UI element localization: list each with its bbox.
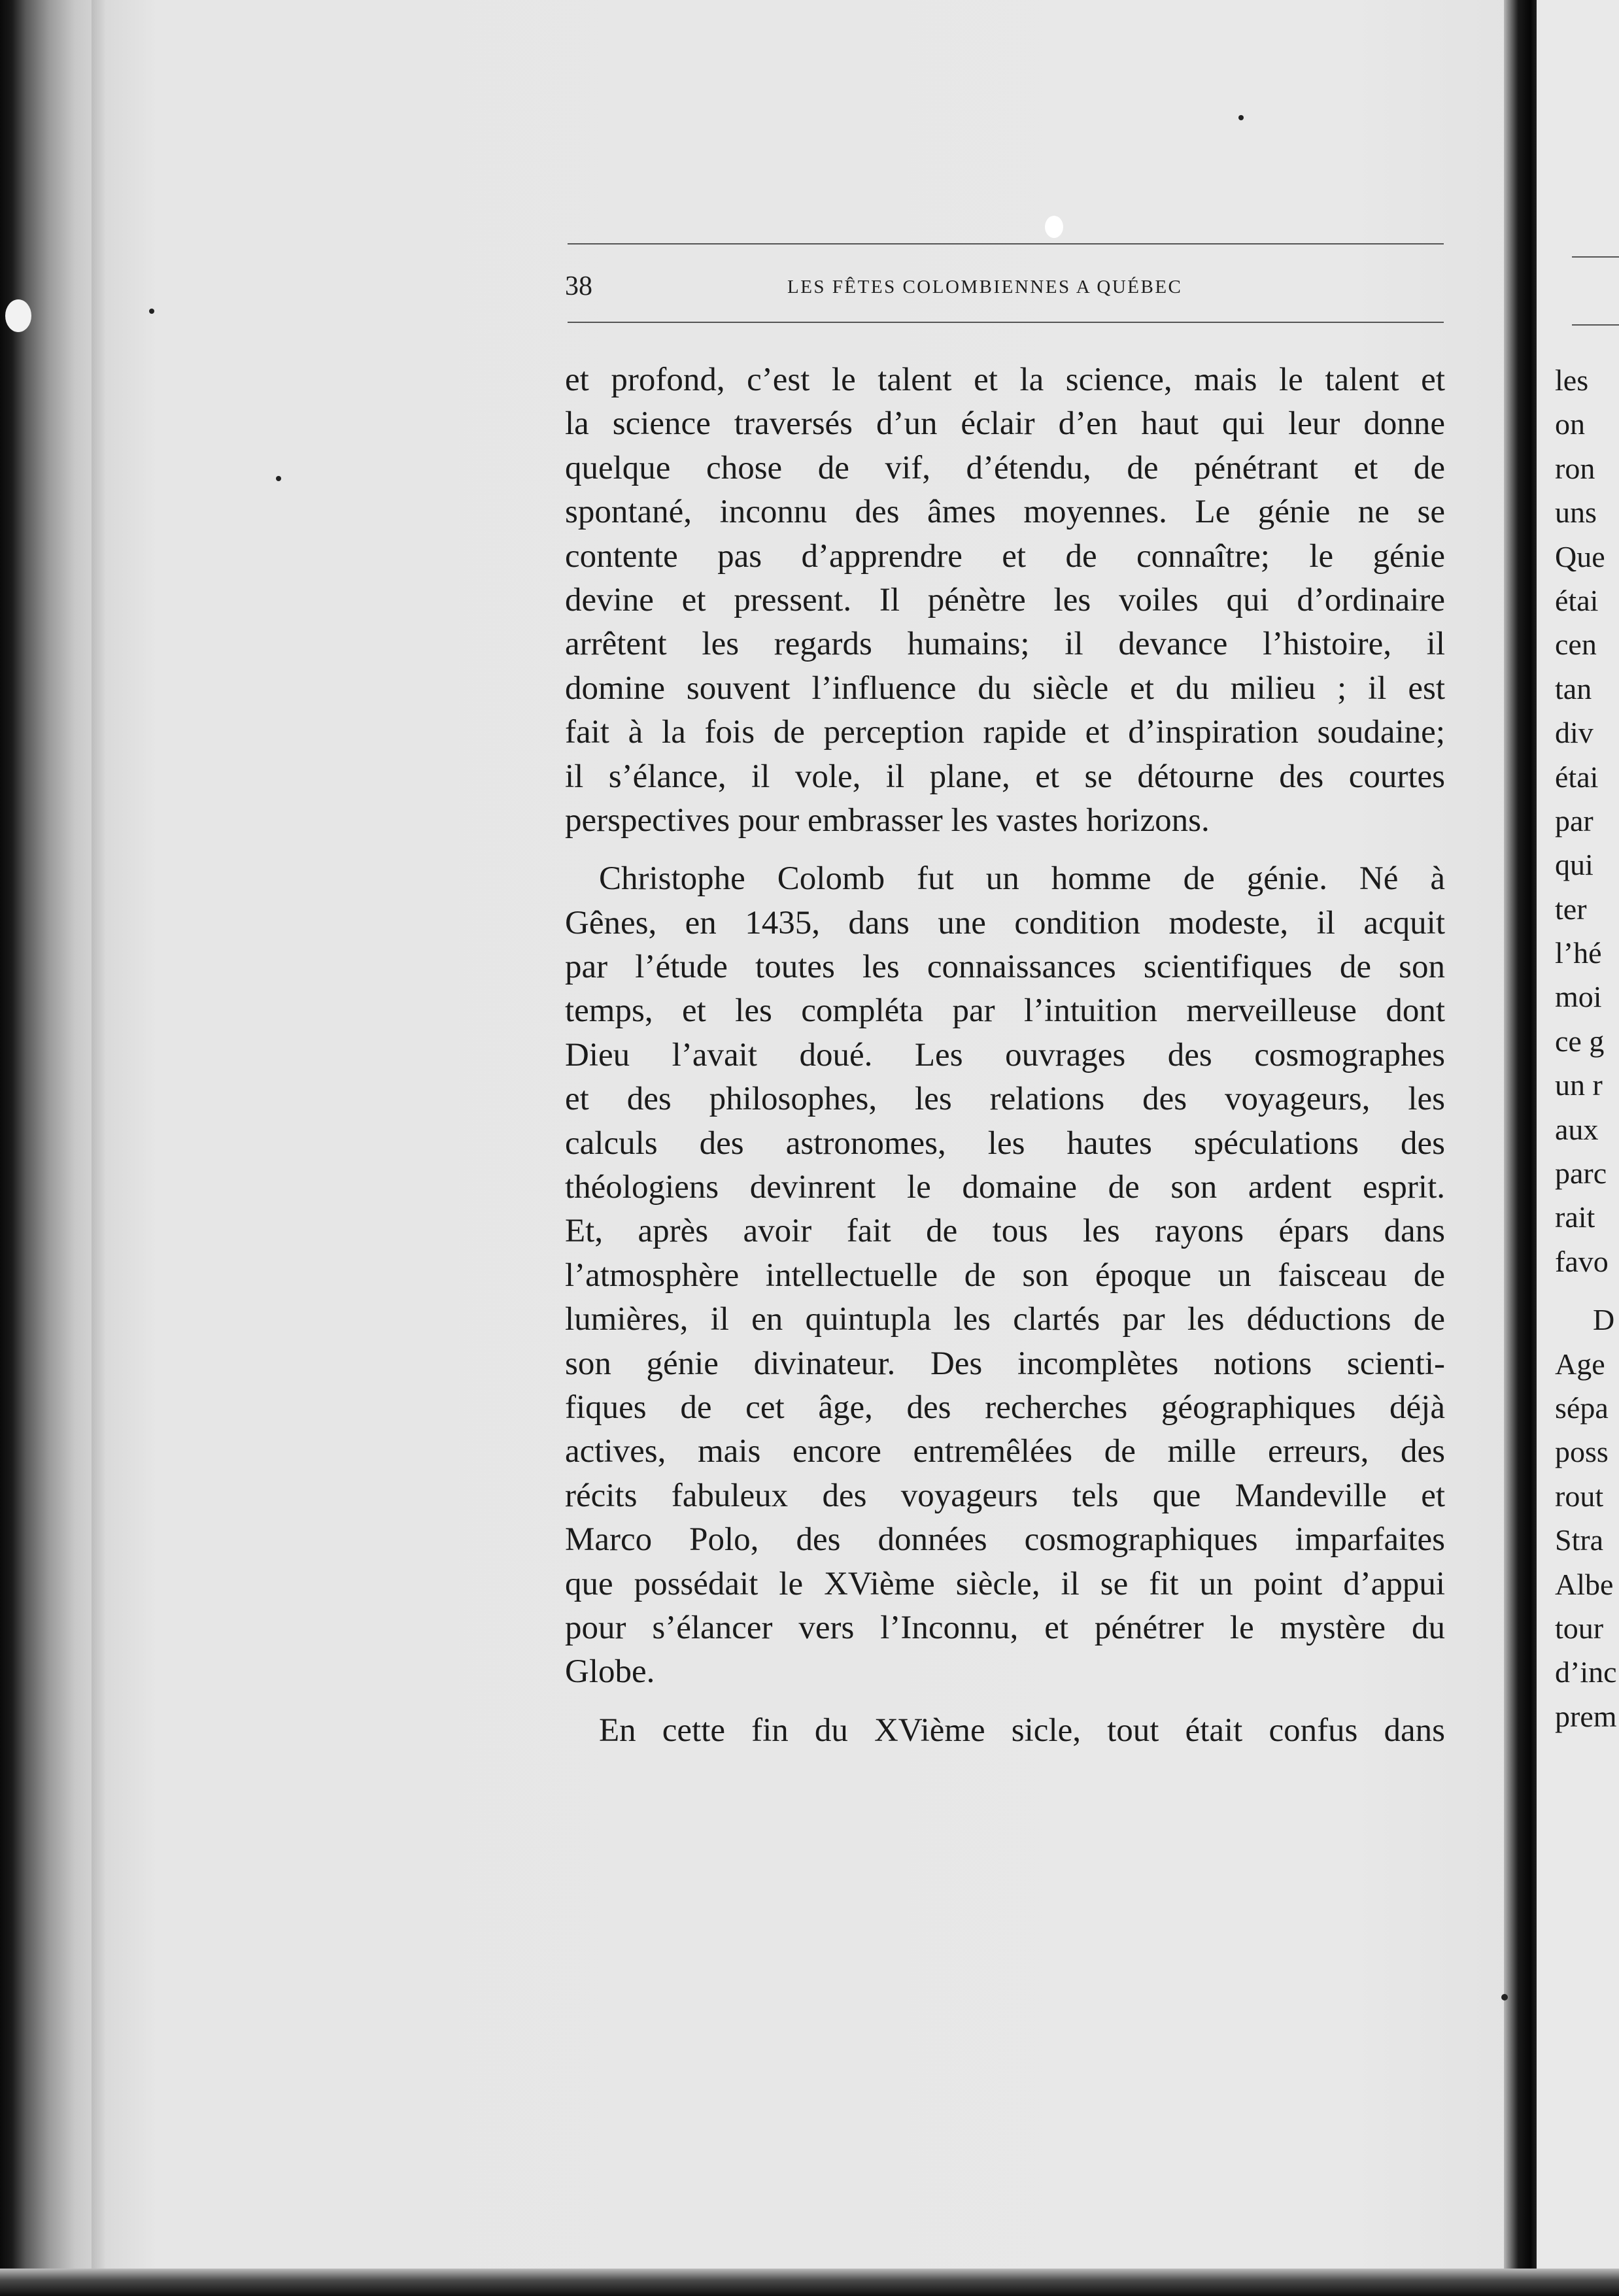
facing-line: favo	[1555, 1244, 1609, 1278]
text-line: la science traversés d’un éclair d’en haut qui leur donne	[565, 405, 1445, 443]
text-line: Christophe Colomb fut un homme de génie. Né à	[599, 860, 1445, 898]
facing-line: tour	[1555, 1611, 1604, 1645]
facing-line: ron	[1555, 451, 1595, 485]
facing-line: rait	[1555, 1200, 1595, 1234]
scan-dot	[1501, 1994, 1508, 2001]
scan-dot	[276, 476, 281, 481]
scan-dot	[1238, 115, 1244, 120]
facing-line: parc	[1555, 1156, 1607, 1190]
facing-line: ce g	[1555, 1024, 1605, 1058]
facing-line: d’inc	[1555, 1655, 1617, 1689]
text-line: Et, après avoir fait de tous les rayons épars dans	[565, 1213, 1445, 1250]
text-line: temps, et les compléta par l’intuition merveilleuse dont	[565, 992, 1445, 1030]
facing-line: tan	[1555, 671, 1592, 705]
bottom-scan-edge	[0, 2269, 1619, 2296]
facing-page-rule	[1572, 256, 1619, 258]
facing-line: moi	[1555, 980, 1602, 1014]
facing-paragraph-gap	[1555, 1283, 1619, 1298]
header-rule-top	[568, 243, 1444, 245]
facing-line: on	[1555, 407, 1585, 441]
scan-speck	[5, 299, 31, 332]
text-line: quelque chose de vif, d’étendu, de pénétrant et de	[565, 449, 1445, 486]
text-line: Gênes, en 1435, dans une condition modeste, il acquit	[565, 904, 1445, 941]
facing-line: Age	[1555, 1347, 1605, 1381]
text-line: devine et pressent. Il pénètre les voiles qui d’ordinaire	[565, 581, 1445, 618]
scan-speck	[1045, 216, 1063, 238]
text-line: actives, mais encore entremêlées de mille erreurs, des	[565, 1433, 1445, 1470]
facing-page-rule	[1572, 324, 1619, 326]
text-line: domine souvent l’influence du siècle et du milieu ; il est	[565, 669, 1445, 707]
facing-line: poss	[1555, 1435, 1609, 1469]
header-rule-bottom	[568, 322, 1444, 323]
text-line: calculs des astronomes, les hautes spéculations des	[565, 1124, 1445, 1162]
facing-line: les	[1555, 363, 1589, 397]
facing-line: étai	[1555, 760, 1599, 794]
running-title: LES FÊTES COLOMBIENNES A QUÉBEC	[787, 277, 1183, 297]
scan-dot	[149, 309, 154, 314]
book-binding-edge	[0, 0, 105, 2296]
facing-line: Que	[1555, 539, 1605, 573]
paragraph-2	[565, 857, 1445, 1694]
facing-line: Stra	[1555, 1523, 1604, 1557]
text-line: Marco Polo, des données cosmographiques imparfaites	[565, 1521, 1445, 1559]
facing-line: ter	[1555, 892, 1587, 926]
text-line: fait à la fois de perception rapide et d’inspiration soudaine;	[565, 714, 1445, 751]
text-line: Globe.	[565, 1653, 655, 1691]
facing-line: un r	[1555, 1068, 1603, 1102]
text-line: théologiens devinrent le domaine de son ardent esprit.	[565, 1169, 1445, 1206]
facing-line: par	[1555, 803, 1593, 837]
facing-line: Albe	[1555, 1567, 1614, 1601]
body-text	[565, 358, 1445, 1767]
text-line: que possédait le XVième siècle, il se fit un point d’appui	[565, 1565, 1445, 1602]
text-line: lumières, il en quintupla les clartés par les déductions de	[565, 1301, 1445, 1338]
text-line: spontané, inconnu des âmes moyennes. Le génie ne se	[565, 494, 1445, 531]
facing-line: cen	[1555, 628, 1597, 662]
text-line: l’atmosphère intellectuelle de son époque un faisceau de	[565, 1257, 1445, 1294]
text-line: fiques de cet âge, des recherches géographiques déjà	[565, 1389, 1445, 1426]
paragraph-1	[565, 358, 1445, 843]
text-line: son génie divinateur. Des incomplètes notions scienti-	[565, 1345, 1445, 1382]
text-line: et des philosophes, les relations des voyageurs, les	[565, 1081, 1445, 1118]
text-line: par l’étude toutes les connaissances scientifiques de son	[565, 949, 1445, 986]
text-line: et profond, c’est le talent et la science, mais le talent et	[565, 362, 1445, 398]
text-line: contente pas d’apprendre et de connaître; le génie	[565, 537, 1445, 575]
facing-line: l’hé	[1555, 936, 1602, 970]
running-head	[565, 267, 1444, 306]
text-line: récits fabuleux des voyageurs tels que Mandeville et	[565, 1477, 1445, 1514]
facing-line: aux	[1555, 1112, 1599, 1146]
binding-strip	[92, 0, 105, 2296]
text-line: En cette fin du XVième sicle, tout était confus dans	[599, 1712, 1445, 1749]
facing-line: sépa	[1555, 1391, 1609, 1425]
text-line: pour s’élancer vers l’Inconnu, et pénétrer le mystère du	[565, 1609, 1445, 1646]
facing-line: uns	[1555, 496, 1597, 530]
text-line: Dieu l’avait doué. Les ouvrages des cosmographes	[565, 1036, 1445, 1073]
text-line: arrêtent les regards humains; il devance l’histoire, il	[565, 626, 1445, 663]
text-line: perspectives pour embrasser les vastes horizons.	[565, 802, 1210, 839]
facing-line: prem	[1555, 1699, 1617, 1733]
facing-line: rout	[1555, 1479, 1604, 1513]
facing-line: qui	[1555, 848, 1593, 882]
facing-line: D	[1593, 1303, 1615, 1337]
paragraph-3	[565, 1709, 1445, 1753]
facing-line: div	[1555, 716, 1593, 750]
facing-line: étai	[1555, 583, 1599, 617]
facing-page-text-fragments	[1555, 358, 1619, 1738]
page-number: 38	[565, 271, 592, 301]
text-line: il s’élance, il vole, il plane, et se détourne des courtes	[565, 758, 1445, 795]
